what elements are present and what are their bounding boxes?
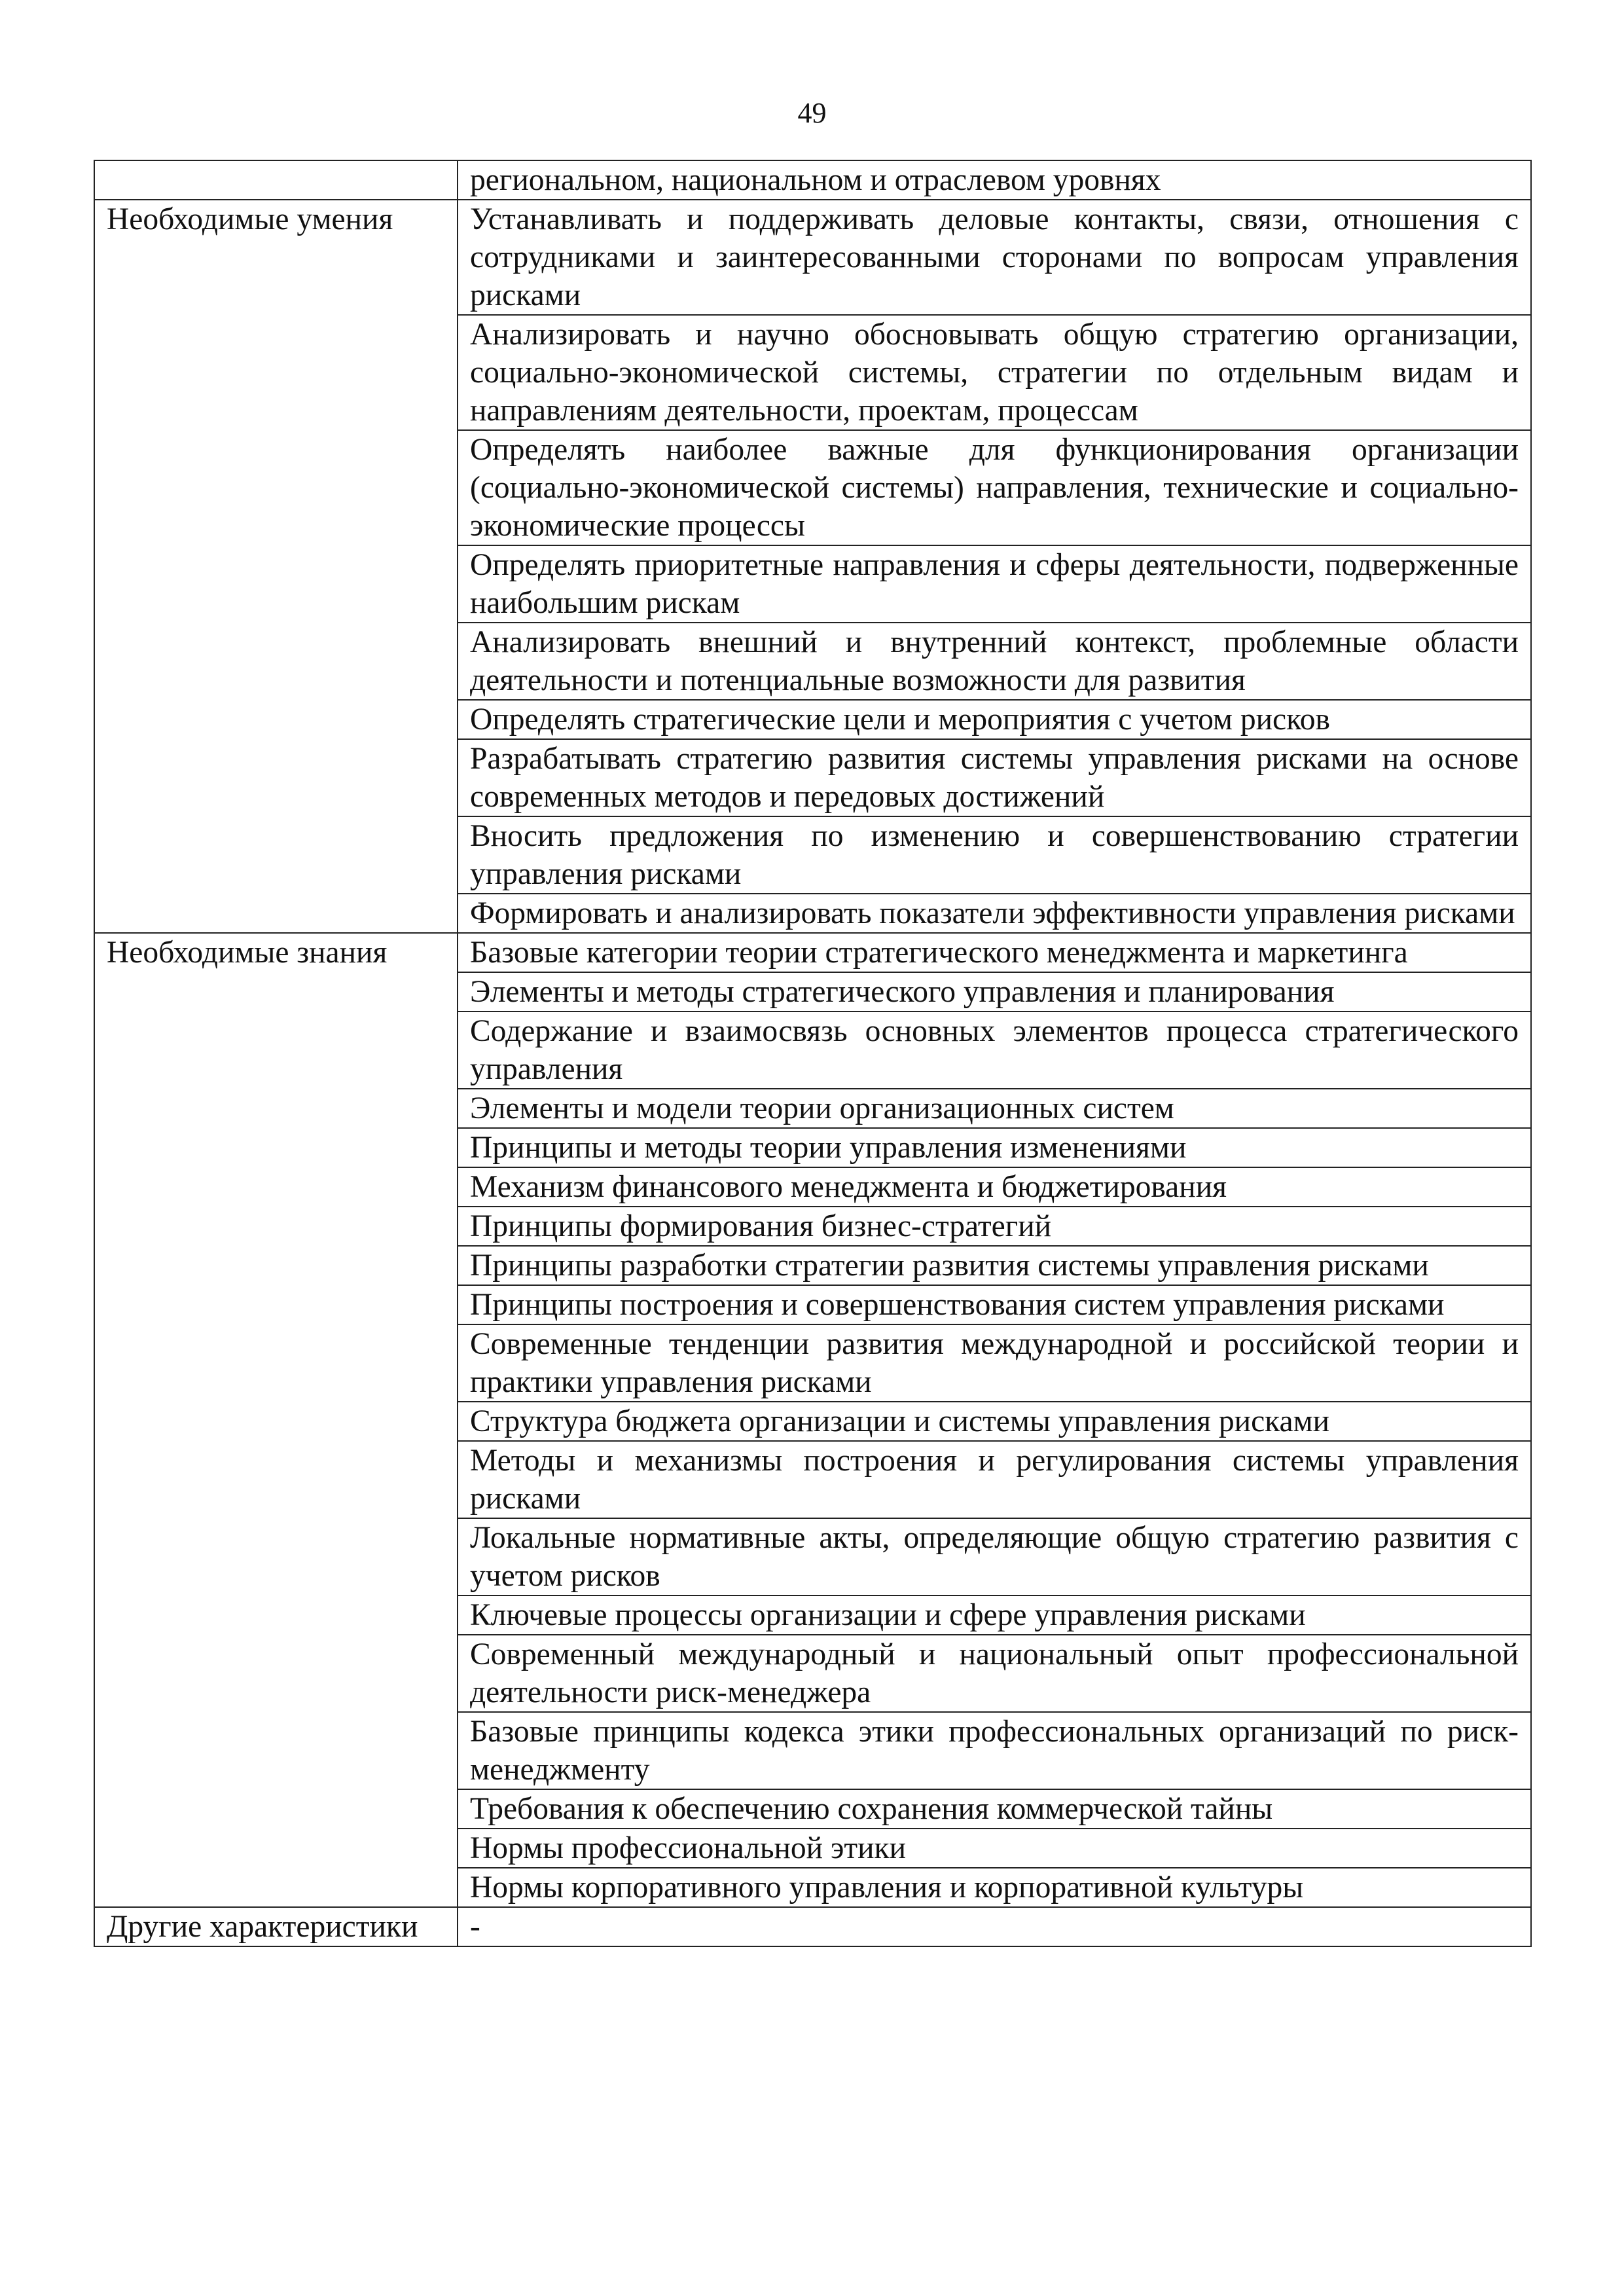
knowledge-item: Ключевые процессы организации и сфере управления рисками (458, 1595, 1531, 1635)
knowledge-item: Элементы и модели теории организационных систем (458, 1089, 1531, 1128)
knowledge-item: Современный международный и национальный опыт профессиональной деятельности риск-менеджера (458, 1635, 1531, 1712)
page-number: 49 (797, 97, 827, 129)
table-row (94, 1518, 1531, 1595)
knowledge-item: Механизм финансового менеджмента и бюджетирования (458, 1167, 1531, 1207)
knowledge-label: Необходимые знания (94, 933, 458, 972)
skill-item: Определять приоритетные направления и сферы деятельности, подверженные наибольшим рискам (458, 545, 1531, 623)
table-row (94, 700, 1531, 739)
table-row (94, 1441, 1531, 1518)
knowledge-item: Базовые категории теории стратегического менеджмента и маркетинга (458, 933, 1531, 972)
skill-item: Устанавливать и поддерживать деловые контакты, связи, отношения с сотрудниками и заинтересованными сторонами по вопросам управления рисками (458, 200, 1531, 315)
table-row (94, 315, 1531, 430)
table-row (94, 933, 1531, 972)
characteristics-table (94, 160, 1532, 1947)
knowledge-item: Элементы и методы стратегического управления и планирования (458, 972, 1531, 1011)
table-row (94, 739, 1531, 816)
other-value: - (458, 1907, 1531, 1946)
knowledge-item: Нормы профессиональной этики (458, 1829, 1531, 1868)
knowledge-item: Локальные нормативные акты, определяющие общую стратегию развития с учетом рисков (458, 1518, 1531, 1595)
skill-item: Определять наиболее важные для функционирования организации (социально-экономической системы) направления, технические и социально-экономические процессы (458, 430, 1531, 545)
table-row (94, 1868, 1531, 1907)
knowledge-item: Принципы разработки стратегии развития системы управления рисками (458, 1246, 1531, 1285)
knowledge-item: Современные тенденции развития международной и российской теории и практики управления рисками (458, 1324, 1531, 1402)
table-row (94, 816, 1531, 894)
table-row (94, 1207, 1531, 1246)
skill-item: Анализировать внешний и внутренний контекст, проблемные области деятельности и потенциальные возможности для развития (458, 623, 1531, 700)
knowledge-item: Базовые принципы кодекса этики профессиональных организаций по риск-менеджменту (458, 1712, 1531, 1789)
knowledge-item: Принципы формирования бизнес-стратегий (458, 1207, 1531, 1246)
table-row (94, 1907, 1531, 1946)
table-row (94, 894, 1531, 933)
skill-item: Определять стратегические цели и мероприятия с учетом рисков (458, 700, 1531, 739)
table-row (94, 1167, 1531, 1207)
skills-label: Необходимые умения (94, 200, 458, 315)
table-row (94, 545, 1531, 623)
table-row (94, 1011, 1531, 1089)
table-row (94, 972, 1531, 1011)
knowledge-item: Методы и механизмы построения и регулирования системы управления рисками (458, 1441, 1531, 1518)
knowledge-item: Содержание и взаимосвязь основных элементов процесса стратегического управления (458, 1011, 1531, 1089)
table-row (94, 1635, 1531, 1712)
other-label: Другие характеристики (94, 1907, 458, 1946)
table-row (94, 1829, 1531, 1868)
table-row (94, 1089, 1531, 1128)
table-row (94, 1595, 1531, 1635)
table-row (94, 160, 1531, 200)
knowledge-item: Принципы построения и совершенствования систем управления рисками (458, 1285, 1531, 1324)
knowledge-item: Структура бюджета организации и системы управления рисками (458, 1402, 1531, 1441)
table-row (94, 623, 1531, 700)
skill-item: Формировать и анализировать показатели эффективности управления рисками (458, 894, 1531, 933)
table-row (94, 1128, 1531, 1167)
table-row (94, 1285, 1531, 1324)
table-row (94, 1402, 1531, 1441)
continuation-text: региональном, национальном и отраслевом уровнях (458, 160, 1531, 200)
knowledge-item: Принципы и методы теории управления изменениями (458, 1128, 1531, 1167)
skill-item: Вносить предложения по изменению и совершенствованию стратегии управления рисками (458, 816, 1531, 894)
table-row (94, 430, 1531, 545)
table-row (94, 1246, 1531, 1285)
empty-label-cell (94, 160, 458, 200)
table-row (94, 1789, 1531, 1829)
table-row (94, 1324, 1531, 1402)
table-row (94, 200, 1531, 315)
skill-item: Анализировать и научно обосновывать общую стратегию организации, социально-экономической системы, стратегии по отдельным видам и направлениям деятельности, проектам, процессам (458, 315, 1531, 430)
table-row (94, 1712, 1531, 1789)
knowledge-item: Требования к обеспечению сохранения коммерческой тайны (458, 1789, 1531, 1829)
knowledge-item: Нормы корпоративного управления и корпоративной культуры (458, 1868, 1531, 1907)
skill-item: Разрабатывать стратегию развития системы управления рисками на основе современных методов и передовых достижений (458, 739, 1531, 816)
